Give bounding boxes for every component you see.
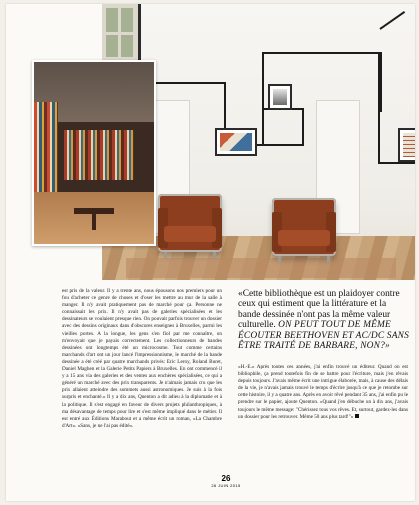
bookshelf-back [64, 130, 134, 180]
article-column-right-text: «H.-E.» Après toutes ces années, j'ai enfin trouvé un éditeur. Quand on est bibliophile, ça prend toutefois fin de se battre pour l'écriture, mais j'en rêvais depuis toujours. J'avais même écrit une intrigue élaborée, mais, à cause des délais de la vie, je n'avais jamais trouvé le temps d'écrire jusqu'à ce que je retombe sur cette histoire, il y a quatre ans. Après en avoir rêvé pendant 35 ans, j'ai enfin pu le prendre sur le papier, ajoute Quenton. «Quand j'en débuche un à dix ans, j'avais toujours le même message: "Chérissez tous vos rêves. Et, surtout, gardez-les dans un dossier pour les retrouver. Même 50 ans plus tard!"» [238, 364, 408, 420]
pull-quote-emphasis: ON PEUT TOUT DE MÊME ÉCOUTER BEETHOVEN ET AC/DC SANS ÊTRE TRAITÉ DE BARBARE, NON?» [238, 320, 409, 352]
pull-quote [238, 289, 410, 351]
article-column-left: est pris de la valeur. Il y a trente ans, nous épousons nos premiers pour un fou d'acheter ce genre de choses et d'oser les mettre au mur de la salle à manger. Il n'y avait pratiquement pas de marché pour ça. Personne ne connaissait les prix. Il n'y avait pas de galeries spécialisées et les dessinateurs se voulaient presque rien. On pouvait parfois trouver un dossier avec des dessins originaux dans d'obscures enseignes à Bruxelles, parmi les vieilles portes. A la longue, les gens s'en fiol par me connaître, on m'envoyait que je payais correctement. Les collectionneurs de bandes dessinées ont longtemps été un microcosme. Tout comme certains marchands d'art ont un jour lancé l'impressionnisme, le marché de la bande dessinée a été créé par quatre marchands privés: Eric Leroy, Roland Buret, Daniel Maghen et la Galerie Petits Papiers à Bruxelles. En ont commencé il y a 15 ans via des galeries et des ventes aux enchères spécialisées, ce qui a généré un marché avec des prix transparents. Je n'aimais jamais cru que les prix allaient atteindre des sommets aussi astronomiques. Je suis à la fois surpris et enchanté.» Il y a dix ans, Quenton a dit adieu à la diplomatie et à la politique. Il s'est engagé en faveur de divers projets philanthropiques, à ma désavantage de temps pour lire et s'est même impliqué dans le métier. Il est entré aux Éditions Marabout et a même écrit un roman, «La Chambre d'Art». «Sans, je ne l'ai pas édité». [62, 288, 222, 429]
magazine-page [6, 4, 415, 501]
framed-print [398, 128, 415, 162]
rug [126, 258, 396, 278]
library-photo [32, 60, 156, 246]
article-column-right [238, 364, 408, 421]
issue-date: 26 JUIN 2015 [211, 483, 241, 488]
armchair-right [272, 198, 336, 256]
pull-quote-lead: «Cette bibliothèque est un plaidoyer contre ceux qui estiment que la littérature et la bande dessinée n'ont pas la même valeur culturelle. [238, 289, 400, 331]
framed-portrait [268, 84, 292, 110]
window [102, 4, 141, 67]
armchair-left [158, 194, 222, 252]
end-of-article-mark [355, 414, 359, 418]
framed-artwork [215, 128, 257, 156]
page-number: 26 [221, 474, 231, 483]
page-folio [196, 475, 256, 488]
